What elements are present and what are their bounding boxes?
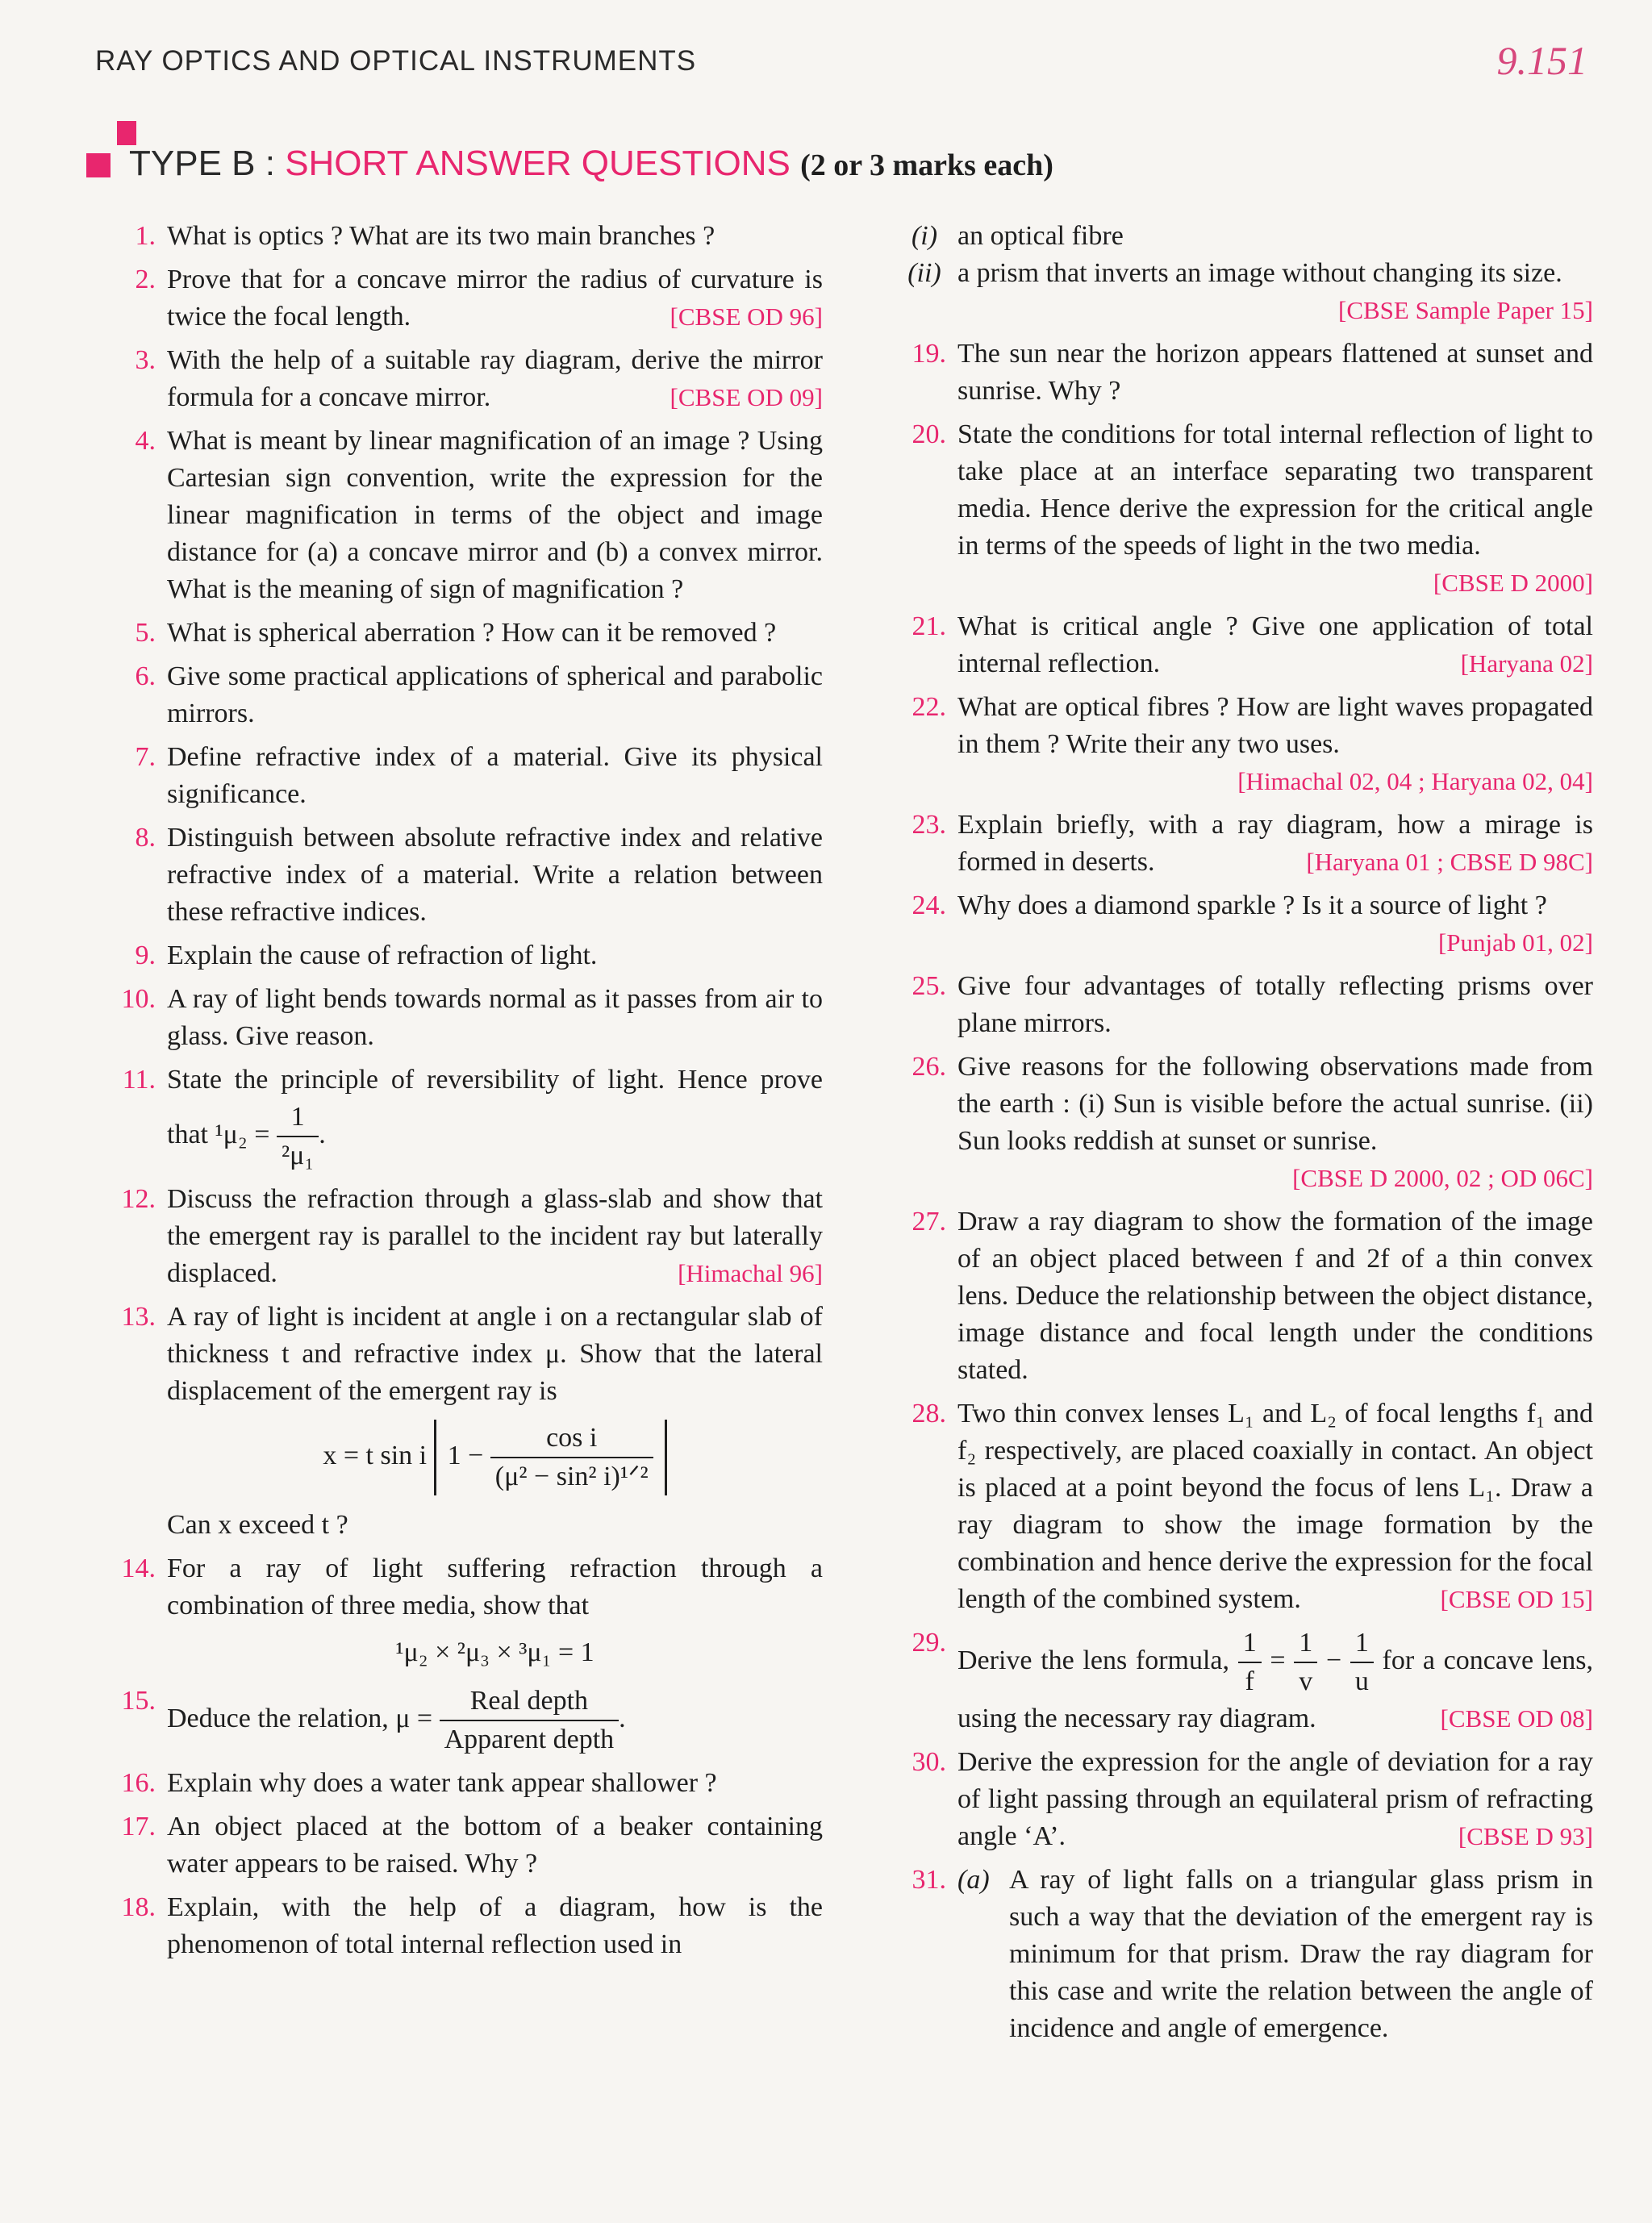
question-number: 31. [912,1865,946,1895]
question-text: Derive the lens formula, [957,1645,1230,1675]
question-number: 15. [121,1686,156,1716]
question-1 [109,218,823,255]
question-text: Two thin convex lenses L₁ and L₂ of focal lengths f₁ and f₂ respectively, are placed coaxially in contact. An object is placed at a point beyond the focus of lens L₁. Draw a ray diagram to show the image formation by the combination and hence derive the expression for the focal length of the combined system. [957,1399,1593,1614]
question-text: Explain the cause of refraction of light. [167,940,598,970]
formula-fraction [490,1420,653,1495]
question-number: 18. [121,1892,156,1922]
exam-reference: [Punjab 01, 02] [1437,928,1593,957]
question-number: 14. [121,1554,156,1583]
fraction-numerator: cos i [490,1420,653,1458]
question-31-part-a [957,1862,1593,2047]
question-number: 4. [135,426,156,456]
question-31 [899,1862,1593,2047]
question-number: 26. [912,1052,946,1082]
exam-reference: [CBSE D 2000, 02 ; OD 06C] [1292,1164,1593,1192]
question-text: an optical fibre [957,221,1124,251]
formula-inner: 1 − [447,1440,484,1470]
part-label: (ii) [907,258,941,288]
question-text: What is meant by linear magnification of an image ? Using Cartesian sign convention, write the expression for the linear magnification in terms of the object and image distance for (a) a concave mirror and (b) a convex mirror. What is the meaning of sign of magnification ? [167,426,823,604]
question-text: Explain why does a water tank appear shallower ? [167,1768,717,1798]
fraction-denominator: (μ² − sin² i)¹ᐟ² [494,1462,649,1491]
question-text: Discuss the refraction through a glass-slab and show that the emergent ray is parallel to the incident ray but laterally displaced. [167,1184,823,1288]
question-number: 21. [912,611,946,641]
question-text: For a ray of light suffering refraction through a combination of three media, show that [167,1554,823,1620]
question-18 [109,1889,823,1963]
question-number: 2. [135,265,156,294]
question-15: 15. Deduce the relation, μ = $\frac{\text{Real depth}}{\text{Apparent depth}}$ . [109,1683,823,1758]
question-text: What is critical angle ? Give one application of total internal reflection. [957,611,1593,678]
question-24 [899,887,1593,961]
formula-fraction [1294,1624,1317,1700]
fraction-numerator: Real depth [440,1683,620,1721]
exam-reference: [CBSE OD 08] [1440,1704,1593,1733]
question-12 [109,1181,823,1292]
exam-reference: [CBSE OD 15] [1440,1585,1593,1613]
question-23 [899,807,1593,881]
question-text: State the conditions for total internal reflection of light to take place at an interface separating two transparent media. Hence derive the expression for the critical angle in terms of the speeds of light in the two media. [957,419,1593,561]
question-number: 9. [135,940,156,970]
question-number: 22. [912,692,946,722]
question-text: Distinguish between absolute refractive index and relative refractive index of a material. Write a relation between these refractive indices. [167,823,823,927]
question-20 [899,416,1593,602]
right-column [899,218,1593,2054]
question-number: 30. [912,1747,946,1777]
question-2 [109,261,823,336]
exam-reference: [CBSE D 93] [1458,1822,1593,1850]
question-text-continued: for a concave lens, using the necessary ray diagram. [957,1645,1593,1733]
part-label: (i) [911,221,938,251]
exam-reference: [Himachal 02, 04 ; Haryana 02, 04] [1237,767,1593,795]
question-9 [109,937,823,974]
question-text: State the principle of reversibility of light. Hence prove that [167,1065,823,1149]
question-text: a prism that inverts an image without changing its size. [957,258,1562,288]
question-17 [109,1808,823,1883]
question-30 [899,1744,1593,1855]
exam-reference: [Haryana 02] [1460,649,1593,678]
question-text: What is optics ? What are its two main branches ? [167,221,715,251]
formula-fraction [440,1683,620,1758]
question-7 [109,739,823,813]
question-text: Explain briefly, with a ray diagram, how a mirage is formed in deserts. [957,810,1593,877]
question-text: Explain, with the help of a diagram, how is the phenomenon of total internal reflection used in [167,1892,823,1959]
question-number: 27. [912,1207,946,1237]
section-title [129,144,1053,184]
question-19 [899,336,1593,410]
question-number: 20. [912,419,946,449]
question-text: Deduce the relation, μ = [167,1703,433,1733]
question-5 [109,615,823,652]
fraction-numerator: 1 [1294,1624,1317,1663]
question-25 [899,968,1593,1042]
question-number: 19. [912,339,946,369]
running-head: RAY OPTICS AND OPTICAL INSTRUMENTS [95,45,697,77]
part-label: (a) [957,1865,990,1895]
question-number: 24. [912,890,946,920]
question-number: 17. [121,1812,156,1841]
question-text: With the help of a suitable ray diagram, derive the mirror formula for a concave mirror. [167,345,823,412]
question-18-part-i [899,218,1593,255]
question-28 [899,1395,1593,1618]
section-marker-icon [86,121,120,182]
question-3 [109,342,823,416]
formula-fraction [1350,1624,1374,1700]
question-number: 25. [912,971,946,1001]
question-29: 29. Derive the lens formula, $\frac{1}{f}$ = $\frac{1}{v}$ − $\frac{1}{u}$ for a concave lens, using the necessary ray diagram. [CBSE OD 08] [899,1624,1593,1737]
question-text: Give some practical applications of spherical and parabolic mirrors. [167,661,823,728]
question-number: 29. [912,1628,946,1658]
question-number: 13. [121,1302,156,1332]
question-16 [109,1765,823,1802]
fraction-denominator: f [1245,1666,1254,1696]
question-text: What is spherical aberration ? How can it be removed ? [167,618,777,648]
question-number: 5. [135,618,156,648]
fraction-denominator: v [1299,1666,1313,1696]
question-22 [899,689,1593,800]
question-number: 23. [912,810,946,840]
formula-lhs: ¹μ₂ = [215,1119,270,1149]
displacement-formula [167,1420,823,1495]
formula-lhs: x = t sin i [323,1440,428,1470]
question-number: 12. [121,1184,156,1214]
media-formula: ¹μ₂ × ²μ₃ × ³μ₁ = 1 [395,1637,594,1667]
exam-reference: [CBSE OD 96] [670,302,823,331]
formula-fraction [1238,1624,1262,1700]
question-26 [899,1049,1593,1197]
question-8 [109,820,823,931]
formula-fraction [277,1099,319,1174]
question-text: A ray of light falls on a triangular glass prism in such a way that the deviation of the emergent ray is minimum for that prism. Draw the ray diagram for this case and write the relation between the angle of incidence and angle of emergence. [1009,1865,1593,2043]
fraction-denominator: Apparent depth [444,1725,615,1754]
fraction-denominator: ²μ₁ [281,1141,315,1170]
question-14 [109,1550,823,1671]
section-heading: SHORT ANSWER QUESTIONS [285,144,791,183]
question-18-part-ii [899,255,1593,329]
formula-bracket [434,1420,667,1495]
question-text: An object placed at the bottom of a beaker containing water appears to be raised. Why ? [167,1812,823,1879]
question-number: 1. [135,221,156,251]
question-text: Prove that for a concave mirror the radius of curvature is twice the focal length. [167,265,823,332]
exam-reference: [CBSE OD 09] [670,383,823,411]
question-13 [109,1299,823,1544]
question-number: 3. [135,345,156,375]
question-text: Define refractive index of a material. Give its physical significance. [167,742,823,809]
fraction-denominator: u [1354,1666,1369,1696]
exam-reference: [Himachal 96] [678,1259,823,1287]
question-27 [899,1203,1593,1389]
question-text: Give four advantages of totally reflecting prisms over plane mirrors. [957,971,1593,1038]
question-21 [899,608,1593,682]
question-followup: Can x exceed t ? [167,1510,348,1540]
question-10 [109,981,823,1055]
exam-reference: [CBSE Sample Paper 15] [1338,296,1593,324]
fraction-numerator: 1 [277,1099,319,1137]
question-text: Give reasons for the following observations made from the earth : (i) Sun is visible before the actual sunrise. (ii) Sun looks reddish at sunset or sunrise. [957,1052,1593,1156]
question-number: 10. [121,984,156,1014]
question-number: 6. [135,661,156,691]
question-number: 8. [135,823,156,853]
question-text: What are optical fibres ? How are light waves propagated in them ? Write their any two uses. [957,692,1593,759]
question-text: A ray of light is incident at angle i on a rectangular slab of thickness t and refractive index μ. Show that the lateral displacement of the emergent ray is [167,1302,823,1406]
question-text: The sun near the horizon appears flattened at sunset and sunrise. Why ? [957,339,1593,406]
question-4 [109,423,823,608]
question-number: 16. [121,1768,156,1798]
question-text: Why does a diamond sparkle ? Is it a source of light ? [957,890,1547,920]
question-6 [109,658,823,732]
left-column [109,218,823,1970]
section-marks: (2 or 3 marks each) [800,148,1053,182]
question-11: 11. State the principle of reversibility of light. Hence prove that ¹μ₂ = $\frac{1}{\text{²μ₁}}$ . [109,1061,823,1174]
question-number: 11. [122,1065,156,1095]
section-prefix: TYPE B : [129,144,275,183]
exam-reference: [CBSE D 2000] [1433,569,1593,597]
fraction-numerator: 1 [1350,1624,1374,1663]
page-number: 9.151 [1496,38,1587,83]
question-text: Derive the expression for the angle of deviation for a ray of light passing through an equilateral prism of refracting angle ‘A’. [957,1747,1593,1851]
question-text: Draw a ray diagram to show the formation of the image of an object placed between f and 2f of a thin convex lens. Deduce the relationship between the object distance, image distance and focal length under the conditions stated. [957,1207,1593,1385]
question-text: A ray of light bends towards normal as it passes from air to glass. Give reason. [167,984,823,1051]
fraction-numerator: 1 [1238,1624,1262,1663]
question-number: 7. [135,742,156,772]
question-number: 28. [912,1399,946,1428]
exam-reference: [Haryana 01 ; CBSE D 98C] [1306,848,1593,876]
